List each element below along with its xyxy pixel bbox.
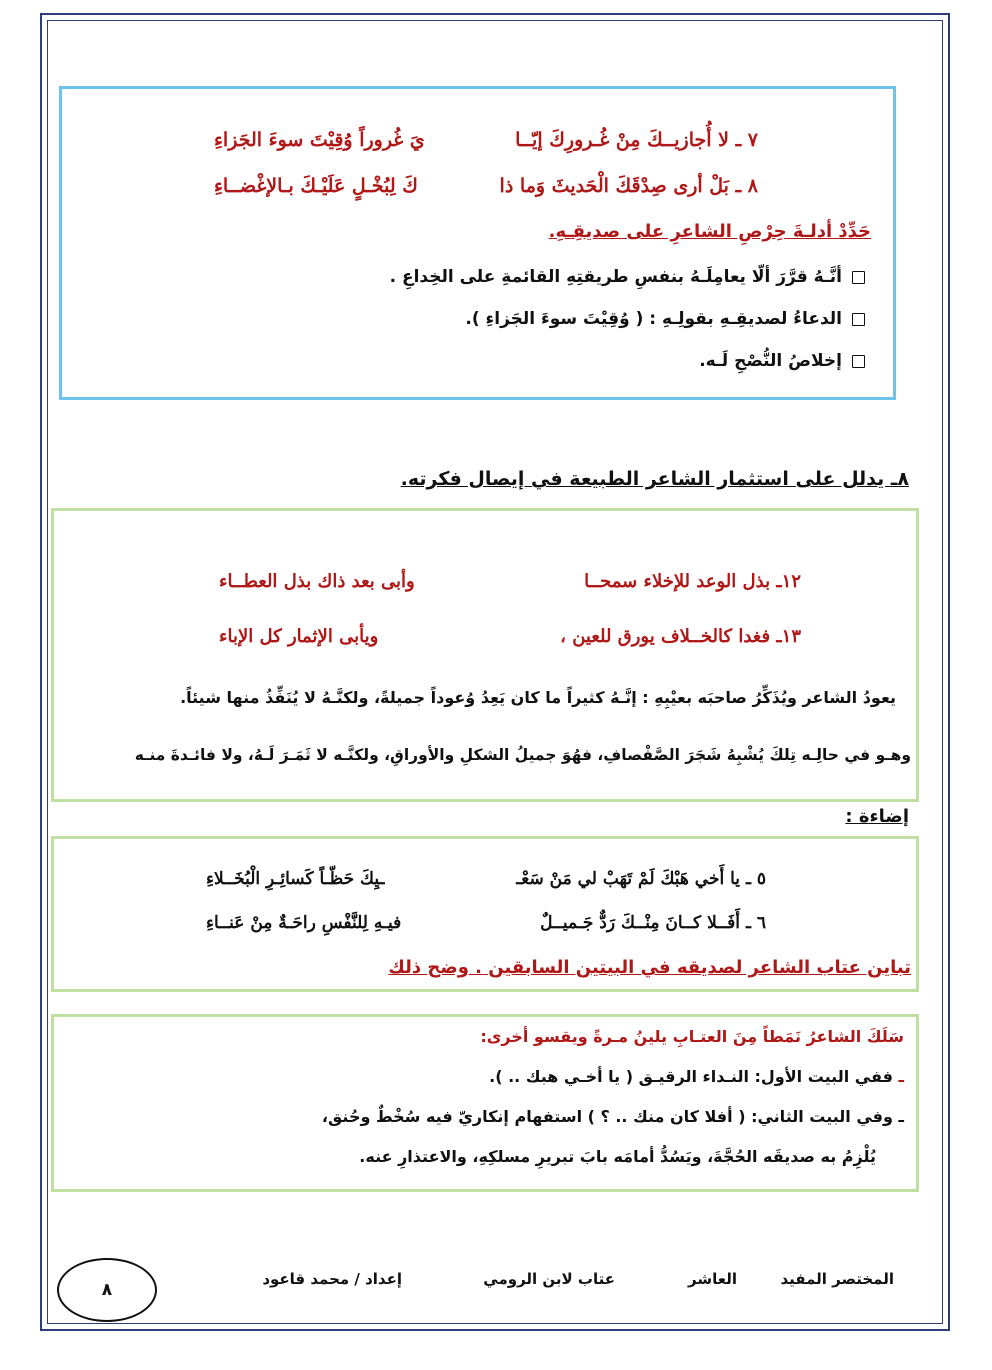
verses-7-8-box [59, 86, 896, 400]
explanation-paragraph-1: يعودُ الشاعر ويُذَكِّرُ صاحبَه بعيْبِهِ : إنَّـهُ كثيراً ما كان يَعِدُ وُعوداً جميلةً، ولكنَّـهُ لا يُنَفِّذُ منها شيئاً. [180, 688, 896, 707]
verse-8-number: ٨ ـ [735, 175, 758, 197]
verse-7-second-hemistich: يَ غُروراً وُقِيْتَ سوءَ الجَزاءِ [214, 129, 425, 151]
verses-12-13-box [51, 508, 919, 802]
verse-8-second-hemistich: كَ لِبُخْـلٍ عَلَيْـكَ بـالإغْضــاءِ [214, 175, 418, 197]
footer-book: المختصر المفيد [780, 1270, 894, 1288]
question-2: تباين عتاب الشاعر لصديقه في البيتين السابقين . وضح ذلك [388, 957, 911, 978]
answer-box [51, 1014, 919, 1192]
verse-12-first-hemistich: ١٢ـ بذل الوعد للإخلاء سمحــا [584, 571, 801, 592]
verse-13-second-hemistich: ويأبى الإثمار كل الإباء [219, 626, 379, 647]
verse-5-first-hemistich: ٥ ـ يا أَخي هَبْكَ لَمْ تَهَبْ لي مَنْ سَعْـ [516, 869, 766, 889]
checkbox-icon [852, 313, 865, 326]
verse-7-first-hemistich: ٧ ـ لا أُجازيــكَ مِنْ غُـرورِكَ إيّــا [515, 129, 758, 151]
answer-1: أنَّـهُ قرَّرَ ألّا يعامِلَـهُ بنفسِ طريقتِهِ القائمةِ على الخِداعِ . [390, 267, 865, 287]
verse-5-number: ٥ ـ [745, 869, 766, 889]
idaa-heading: إضاءة : [845, 806, 909, 827]
answer-intro: سَلَكَ الشاعرُ نَمَطاً مِنَ العتـابِ يلينُ مـرةً ويقسو أخرى: [480, 1027, 904, 1046]
verse-13-first-hemistich: ١٣ـ فغدا كالخــلاف يورق للعين ، [560, 626, 801, 647]
section-8-heading: ٨ـ يدلل على استثمار الشاعر الطبيعة في إيصال فكرته. [400, 468, 909, 490]
answer-2: الدعاءُ لصديقِـهِ بقولِـهِ : ( وُقِيْتَ سوءَ الجَزاءِ ). [465, 309, 865, 329]
answer-line-1: ـ ففي البيت الأول: النـداء الرقيـق ( يا أخـي هبك .. ). [489, 1067, 904, 1086]
verse-12-second-hemistich: وأبى بعد ذاك بذل العطــاء [219, 571, 415, 592]
explanation-paragraph-2: وهـو في حالِـه تِلكَ يُشْبِهُ شَجَرَ الصَّفْصافِ، فهُوَ جميلُ الشكلِ والأوراقِ، ولكنَّـه لا ثَمَـرَ لَـهُ، ولا فائـدةَ منـه [134, 746, 911, 764]
verse-6-number: ٦ ـ [745, 913, 766, 933]
verse-8-first-hemistich: ٨ ـ بَلْ أرى صِدْقَكَ الْحَديثَ وَما ذا [499, 175, 758, 197]
answer-3: إخلاصُ النُّصْحِ لَـه. [699, 351, 865, 371]
verse-6-first-hemistich: ٦ ـ أَفَــلا كــانَ مِنْــكَ رَدٌّ جَـميــلٌ [540, 913, 766, 933]
verses-5-6-box [51, 836, 919, 992]
verse-7-number: ٧ ـ [735, 129, 758, 151]
answer-line-2: ـ وفي البيت الثاني: ( أفلا كان منك .. ؟ ) استفهام إنكاريّ فيه سُخْطٌ وحُنق، [321, 1107, 904, 1126]
checkbox-icon [852, 271, 865, 284]
checkbox-icon [852, 355, 865, 368]
question-1: حَدِّدْ أدلـةَ حِرْصِ الشاعرِ على صديقِـهِ. [548, 221, 871, 242]
answer-line-3: يُلْزِمُ به صديقَه الحُجَّةَ، ويَسُدُّ أمامَه بابَ تبريرِ مسلكِهِ، والاعتذارِ عنه. [359, 1147, 876, 1166]
footer-author: إعداد / محمد قاعود [262, 1270, 402, 1288]
footer-lesson: عتاب لابن الرومي [483, 1270, 615, 1288]
verse-13-number: ١٣ـ [776, 626, 801, 647]
page-number-badge [57, 1258, 157, 1322]
page-number: ٨ [101, 1280, 113, 1300]
verse-12-number: ١٢ـ [776, 571, 801, 592]
verse-6-second-hemistich: فيـهِ لِلنَّفْسِ راحَـةٌ مِنْ عَنــاءِ [206, 913, 402, 933]
verse-5-second-hemistich: ـيِكَ حَظّـاً كَسائِـرِ الْبُخَــلاءِ [206, 869, 385, 889]
footer-grade: العاشر [688, 1270, 737, 1288]
